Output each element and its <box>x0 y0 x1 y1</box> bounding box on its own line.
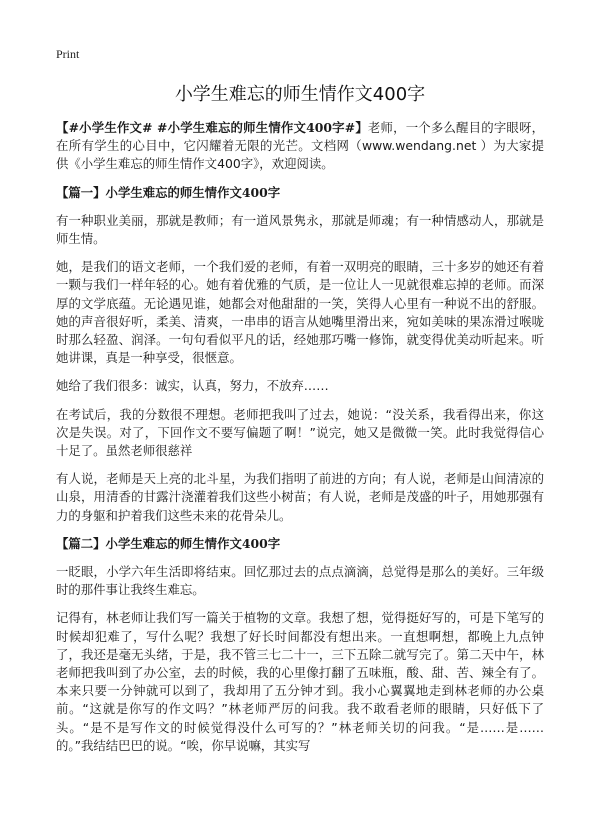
section-1-paragraph-2: 她，是我们的语文老师，一个我们爱的老师，有着一双明亮的眼睛，三十多岁的她还有着一颗与我们一样年轻的心。她有着优雅的气质，是一位让人一见就很难忘掉的老师。而深厚的文学底蕴。无论遇见谁，她都会对他甜甜的一笑，笑得人心里有一种说不出的舒服。她的声音很好听，柔美、清爽，一串串的语言从她嘴里滑出来，宛如美味的果冻滑过喉咙时那么轻盈、润泽。一句句看似平凡的话，经她那巧嘴一修饰，就变得优美动听起来。听她讲课，真是一种享受，很惬意。 <box>56 259 544 366</box>
section-1-paragraph-4: 在考试后，我的分数很不理想。老师把我叫了过去，她说：“没关系，我看得出来，你这次是失误。对了，下回作文不要写偏题了啊！”说完，她又是微微一笑。此时我觉得信心十足了。虽然老师很慈祥 <box>56 406 544 459</box>
section-2-heading: 【篇二】小学生难忘的师生情作文400字 <box>56 535 281 551</box>
article-body <box>56 119 544 765</box>
intro-paragraph <box>56 119 544 174</box>
section-1-paragraph-5: 有人说，老师是天上亮的北斗星，为我们指明了前进的方向；有人说，老师是山间清凉的山泉，用清香的甘露汁浇灌着我们这些小树苗；有人说，老师是茂盛的叶子，用她那强有力的身躯和护着我们这些未来的花骨朵儿。 <box>56 471 544 523</box>
section-2-paragraph-1: 一眨眼，小学六年生活即将结束。回忆那过去的点点滴滴，总觉得是那么的美好。三年级时的那件事让我终生难忘。 <box>56 564 544 598</box>
intro-text: 老师，一个多么醒目的字眼呀，在所有学生的心目中，它闪耀着无限的光芒。文档网（www.wendang.net ）为大家提供《小学生难忘的师生情作文400字》，欢迎阅读。 <box>56 120 544 172</box>
print-link[interactable]: Print <box>56 47 80 61</box>
section-1-heading: 【篇一】小学生难忘的师生情作文400字 <box>56 184 281 200</box>
document-title: 小学生难忘的师生情作文400字 <box>174 84 426 105</box>
section-1-paragraph-3: 她给了我们很多：诚实，认真，努力，不放弃…… <box>56 378 329 394</box>
intro-tags: 【#小学生作文# #小学生难忘的师生情作文400字#】 <box>56 120 368 135</box>
section-1-paragraph-1: 有一种职业美丽，那就是教师；有一道风景隽永，那就是师魂；有一种情感动人，那就是师生情。 <box>56 212 544 247</box>
section-2-paragraph-2: 记得有，林老师让我们写一篇关于植物的文章。我想了想，觉得挺好写的，可是下笔写的时候却犯难了，写什么呢？我想了好长时间都没有想出来。一直想啊想，都晚上九点钟了，我还是毫无头绪，于是，我不管三七二十一，三下五除二就写完了。第二天中午，林老师把我叫到了办公室，去的时候，我的心里像打翻了五味瓶，酸、甜、苦、辣全有了。本来只要一分钟就可以到了，我却用了五分钟才到。我小心翼翼地走到林老师的办公桌前。“这就是你写的作文吗？”林老师严厉的问我。我不敢看老师的眼睛，只好低下了头。“是不是写作文的时候觉得没什么可写的？”林老师关切的问我。“是……是……的。”我结结巴巴的说。“唉，你早说嘛，其实写 <box>56 610 544 753</box>
